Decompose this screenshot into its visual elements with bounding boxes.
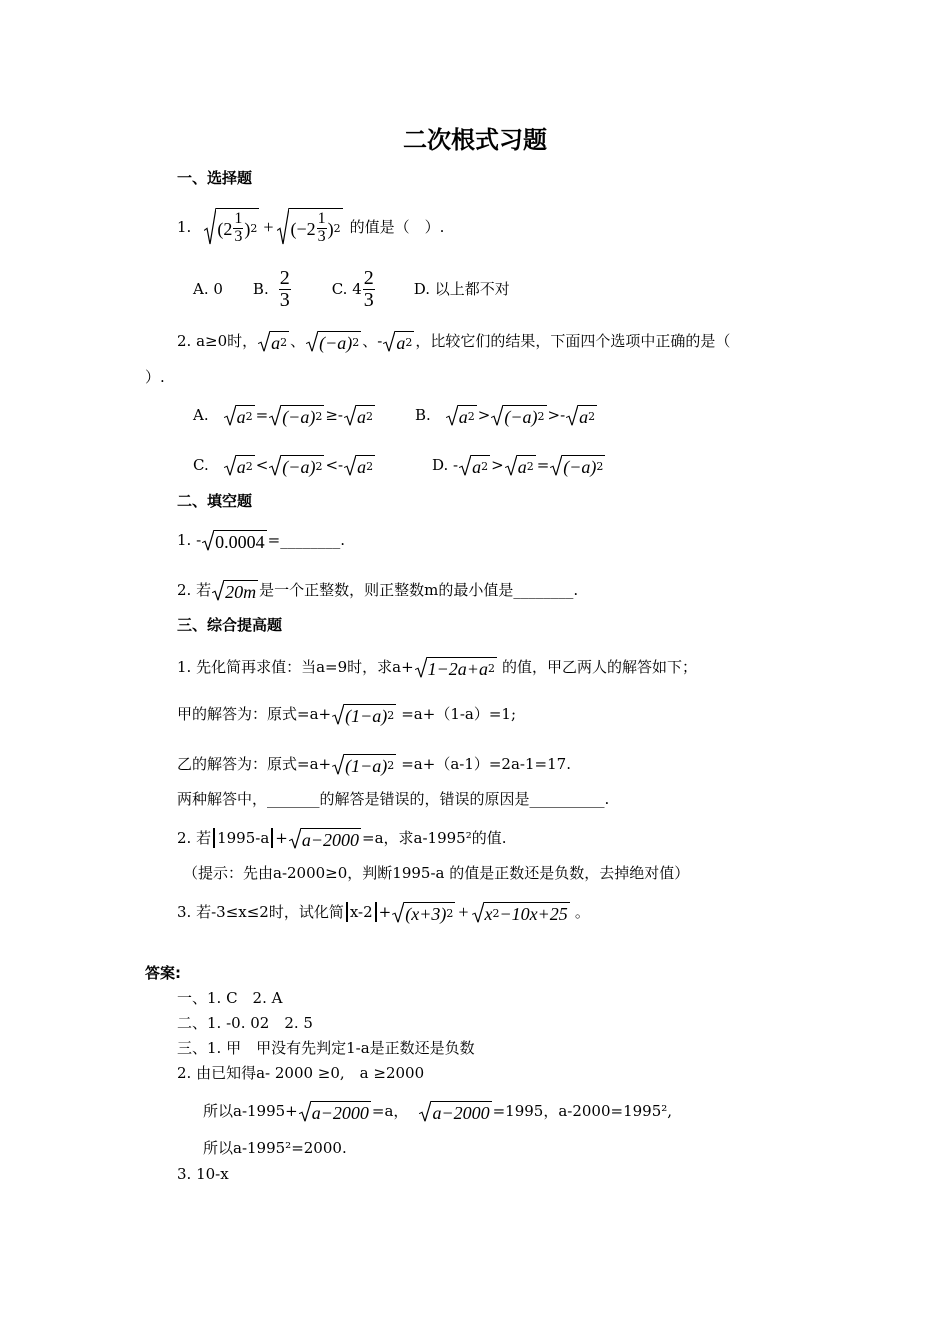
fill-question-2: 2. 若 20m 是一个正整数，则正整数m的最小值是________. [177,580,579,602]
yi-solution: 乙的解答为：原式=a+ (1−a) 2 =a+（a-1）=2a-1=17. [177,754,571,776]
answer-line-6: 所以a-1995²=2000. [203,1139,347,1157]
answer-line-5: 所以a-1995+ a−2000 =a， a−2000 =1995，a-2000=1995², [203,1101,673,1123]
problem-2-hint: （提示：先由a-2000≥0，判断1995-a 的值是正数还是负数，去掉绝对值） [183,864,690,882]
sqrt-expression-2: ( −2 $\frac{1}{3}$ ) 2 [277,208,342,246]
problem-1: 1. 先化简再求值：当a=9时，求a+ 1−2a+a 2 的值，甲乙两人的解答如下； [177,657,697,679]
section-heading-fill: 二、填空题 [177,492,253,510]
option-b: B. [252,279,269,298]
page-title: 二次根式习题 [403,126,547,154]
answer-line-7: 3. 10-x [177,1165,229,1183]
question-1: 1. ( 2 $\frac{1}{3}$ ) 2 + ( −2 $\frac{1}{3}$ ) 2 的值是（ ）. [177,210,445,245]
sqrt-expression-1: ( 2 $\frac{1}{3}$ ) 2 [204,208,259,246]
section-heading-comprehensive: 三、综合提高题 [177,616,283,634]
q2-option-d: D. - a 2 > a 2 = (−a) 2 [432,455,604,477]
answer-line-3: 三、1. 甲 甲没有先判定1-a是正数还是负数 [177,1039,475,1057]
question-2: 2. a≥0时， a 2 、 (−a) 2 、- a 2 ，比较它们的结果，下面四个选项中正确的是（ [177,331,731,353]
option-a: A. 0 [193,279,223,298]
option-d: D. 以上都不对 [413,279,510,298]
q2-close: ）. [145,368,165,386]
answer-line-2: 二、1. -0. 02 2. 5 [177,1014,313,1032]
question-number: 1. [177,217,192,236]
option-c: C. 4 [331,279,362,298]
problem-1-question: 两种解答中，_______的解答是错误的，错误的原因是__________. [177,790,610,808]
q1-options [193,266,510,312]
q2-option-c: C. a 2 < (−a) 2 <- a 2 [193,455,374,477]
problem-2: 2. 若 1995-a + a−2000 =a，求a-1995²的值. [177,828,507,850]
fraction-two-thirds-c: $\frac{2}{3}$ [363,266,374,311]
section-heading-choice: 一、选择题 [177,169,253,187]
problem-3: 3. 若-3≤x≤2时，试化简 x-2 + (x+3) 2 + x 2 −10x+25 。 [177,902,590,924]
q2-option-b: B. a 2 > (−a) 2 >- a 2 [415,405,596,427]
answer-line-4: 2. 由已知得a- 2000 ≥0, a ≥2000 [177,1064,425,1082]
fraction-two-thirds: $\frac{2}{3}$ [279,266,290,311]
answers-heading: 答案: [145,964,181,982]
q2-option-a: A. a 2 = (−a) 2 ≥- a 2 [193,405,373,427]
jia-solution: 甲的解答为：原式=a+ (1−a) 2 =a+（1-a）=1; [177,704,517,726]
fill-question-1: 1. - 0.0004 =________. [177,530,345,552]
answer-line-1: 一、1. C 2. A [177,989,283,1007]
